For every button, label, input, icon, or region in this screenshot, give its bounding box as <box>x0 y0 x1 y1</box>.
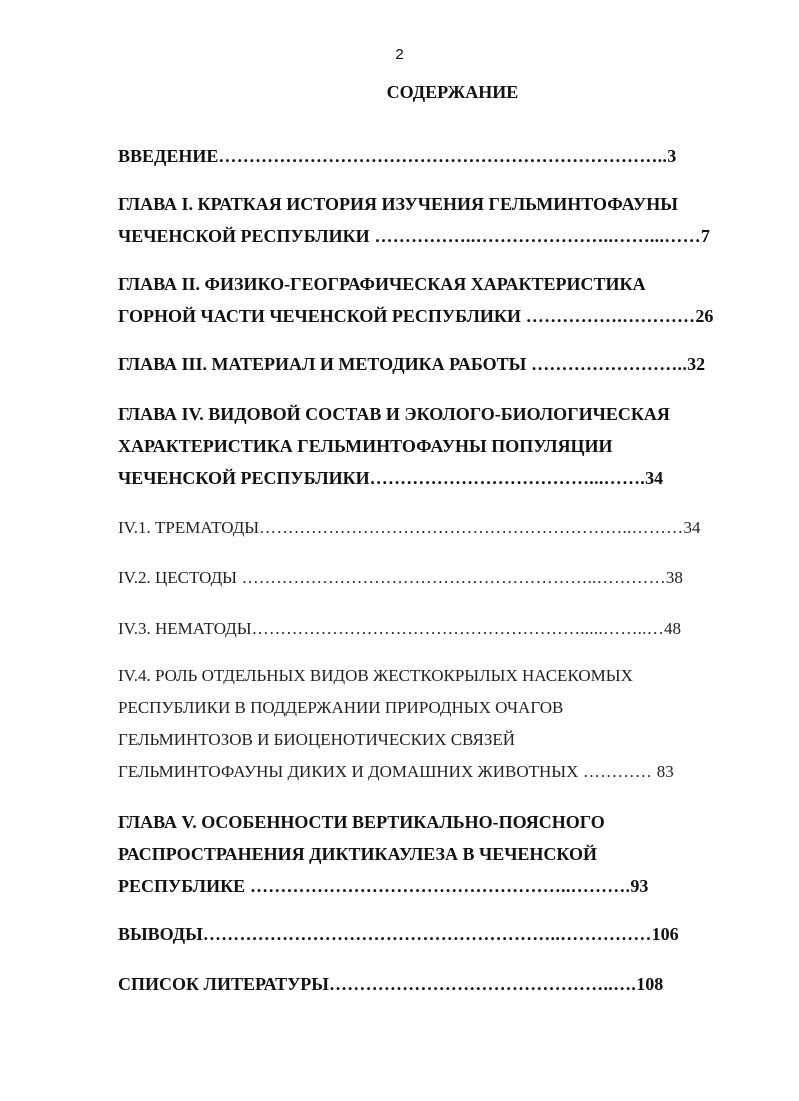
entry-title-line: ГЛАВА V. ОСОБЕННОСТИ ВЕРТИКАЛЬНО-ПОЯСНОГО <box>118 812 605 832</box>
toc-entry-section-4-1[interactable] <box>118 512 700 544</box>
dot-leader: ………………………………...……. <box>369 468 646 488</box>
entry-title-line: ГЛАВА I. КРАТКАЯ ИСТОРИЯ ИЗУЧЕНИЯ ГЕЛЬМИНТОФАУНЫ <box>118 194 678 214</box>
toc-entry-references[interactable] <box>118 968 663 1000</box>
entry-page: 32 <box>687 354 706 374</box>
entry-page: 48 <box>664 619 682 638</box>
entry-title-line: ГЕЛЬМИНТОЗОВ И БИОЦЕНОТИЧЕСКИХ СВЯЗЕЙ <box>118 730 516 749</box>
entry-title: СПИСОК ЛИТЕРАТУРЫ <box>118 974 329 994</box>
entry-page: 34 <box>683 518 701 537</box>
entry-title-line: ЧЕЧЕНСКОЙ РЕСПУБЛИКИ <box>118 468 370 488</box>
entry-page: 34 <box>645 468 664 488</box>
entry-title-line: ЧЕЧЕНСКОЙ РЕСПУБЛИКИ <box>118 226 370 246</box>
toc-entry-chapter-4[interactable] <box>118 398 670 494</box>
entry-title: ВВЕДЕНИЕ <box>118 146 219 166</box>
entry-title-line: ГЕЛЬМИНТОФАУНЫ ДИКИХ И ДОМАШНИХ ЖИВОТНЫХ <box>118 762 579 781</box>
toc-entry-chapter-2[interactable] <box>118 268 713 332</box>
toc-entry-chapter-5[interactable] <box>118 806 648 902</box>
entry-page: 7 <box>700 226 710 246</box>
entry-page: 93 <box>630 876 649 896</box>
dot-leader: ……………………………………………………..………… <box>237 568 666 587</box>
dot-leader: ………………………………………………….....……..… <box>251 619 665 638</box>
entry-title-line: ГЛАВА IV. ВИДОВОЙ СОСТАВ И ЭКОЛОГО-БИОЛОГИЧЕСКАЯ <box>118 404 670 424</box>
dot-leader: ……………………………………………..………. <box>245 876 631 896</box>
toc-entry-chapter-3[interactable] <box>118 348 705 380</box>
entry-page: 38 <box>665 568 683 587</box>
dot-leader: ………… <box>578 762 657 781</box>
dot-leader: ………………………………………..…. <box>328 974 637 994</box>
toc-entry-section-4-4[interactable] <box>118 660 674 788</box>
entry-title-line: ГЛАВА II. ФИЗИКО-ГЕОГРАФИЧЕСКАЯ ХАРАКТЕРИСТИКА <box>118 274 646 294</box>
dot-leader: ……………..…………………..……...…… <box>369 226 701 246</box>
page-number: 2 <box>395 46 404 63</box>
toc-entry-conclusions[interactable] <box>118 918 679 950</box>
entry-page: 108 <box>636 974 664 994</box>
entry-title: IV.2. ЦЕСТОДЫ <box>118 568 238 587</box>
entry-title-line: ХАРАКТЕРИСТИКА ГЕЛЬМИНТОФАУНЫ ПОПУЛЯЦИИ <box>118 436 613 456</box>
page-title: СОДЕРЖАНИЕ <box>386 82 519 102</box>
entry-title-line: ГОРНОЙ ЧАСТИ ЧЕЧЕНСКОЙ РЕСПУБЛИКИ <box>118 306 521 326</box>
entry-title-line: РЕСПУБЛИКЕ <box>118 876 246 896</box>
toc-entry-intro[interactable] <box>118 140 676 172</box>
entry-title: IV.1. ТРЕМАТОДЫ <box>118 518 260 537</box>
entry-page: 106 <box>651 924 679 944</box>
entry-title-line: РАСПРОСТРАНЕНИЯ ДИКТИКАУЛЕЗА В ЧЕЧЕНСКОЙ <box>118 844 598 864</box>
dot-leader: …………………………………………………..…………… <box>202 924 652 944</box>
entry-title-line: РЕСПУБЛИКИ В ПОДДЕРЖАНИИ ПРИРОДНЫХ ОЧАГОВ <box>118 698 564 717</box>
entry-title: ВЫВОДЫ <box>118 924 203 944</box>
entry-page: 26 <box>695 306 714 326</box>
toc-entry-section-4-3[interactable] <box>118 613 681 645</box>
dot-leader: ……………………………………………………………….. <box>218 146 668 166</box>
entry-page: 3 <box>667 146 677 166</box>
entry-title: ГЛАВА III. МАТЕРИАЛ И МЕТОДИКА РАБОТЫ <box>118 354 527 374</box>
dot-leader: ………………………………………………………..……… <box>259 518 684 537</box>
toc-entry-section-4-2[interactable] <box>118 562 683 594</box>
entry-title-line: IV.4. РОЛЬ ОТДЕЛЬНЫХ ВИДОВ ЖЕСТКОКРЫЛЫХ НАСЕКОМЫХ <box>118 666 633 685</box>
entry-title: IV.3. НЕМАТОДЫ <box>118 619 252 638</box>
dot-leader: …………………….. <box>526 354 688 374</box>
dot-leader: …………….………… <box>521 306 696 326</box>
toc-entry-chapter-1[interactable] <box>118 188 710 252</box>
entry-page: 83 <box>656 762 674 781</box>
